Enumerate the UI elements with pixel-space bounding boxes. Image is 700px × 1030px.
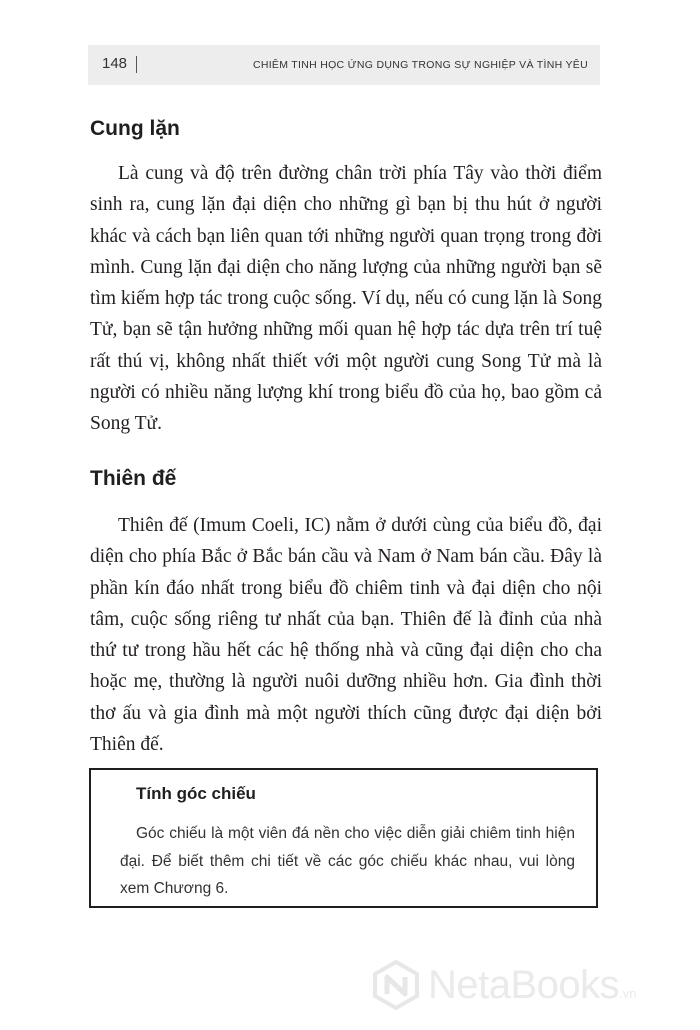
- running-title: CHIÊM TINH HỌC ỨNG DỤNG TRONG SỰ NGHIỆP VÀ TÌNH YÊU: [252, 59, 588, 71]
- note-box: [89, 768, 598, 908]
- netabooks-logo-icon: [370, 959, 422, 1011]
- section-heading-cung-lan: Cung lặn: [90, 117, 180, 140]
- section-paragraph-thien-de: Thiên đế (Imum Coeli, IC) nằm ở dưới cùng của biểu đồ, đại diện cho phía Bắc ở Bắc bán cầu và Nam ở Nam bán cầu. Đây là phần kín đáo nhất trong biểu đồ chiêm tinh và đại diện cho nội tâm, cuộc sống riêng tư nhất của bạn. Thiên đế là đỉnh của nhà thứ tư trong hầu hết các hệ thống nhà và cũng đại diện cho cha hoặc mẹ, thường là người nuôi dưỡng nhiều hơn. Gia đình thời thơ ấu và gia đình mà một người thích cũng được đại diện bởi Thiên đế.: [90, 515, 602, 756]
- running-header: [88, 45, 600, 85]
- watermark: [370, 955, 637, 1015]
- header-divider: [136, 56, 137, 73]
- section-paragraph-cung-lan: Là cung và độ trên đường chân trời phía Tây vào thời điểm sinh ra, cung lặn đại diện cho những gì bạn bị thu hút ở người khác và cách bạn liên quan tới những người quan trọng trong đời mình. Cung lặn đại diện cho năng lượng của những người bạn sẽ tìm kiếm hợp tác trong cuộc sống. Ví dụ, nếu có cung lặn là Song Tử, bạn sẽ tận hưởng những mối quan hệ hợp tác dựa trên trí tuệ rất thú vị, không nhất thiết với một người cung Song Tử mà là người có nhiều năng lượng khí trong biểu đồ của họ, bao gồm cả Song Tử.: [90, 163, 602, 435]
- watermark-suffix: .vn: [619, 986, 637, 1001]
- watermark-text: NetaBooks: [428, 962, 620, 1007]
- note-title: Tính góc chiếu: [136, 784, 256, 803]
- section-heading-thien-de: Thiên đế: [90, 467, 177, 490]
- note-text: Góc chiếu là một viên đá nền cho việc diễn giải chiêm tinh hiện đại. Để biết thêm chi tiết về các góc chiếu khác nhau, vui lòng xem Chương 6.: [120, 825, 575, 897]
- page-number: 148: [102, 55, 128, 72]
